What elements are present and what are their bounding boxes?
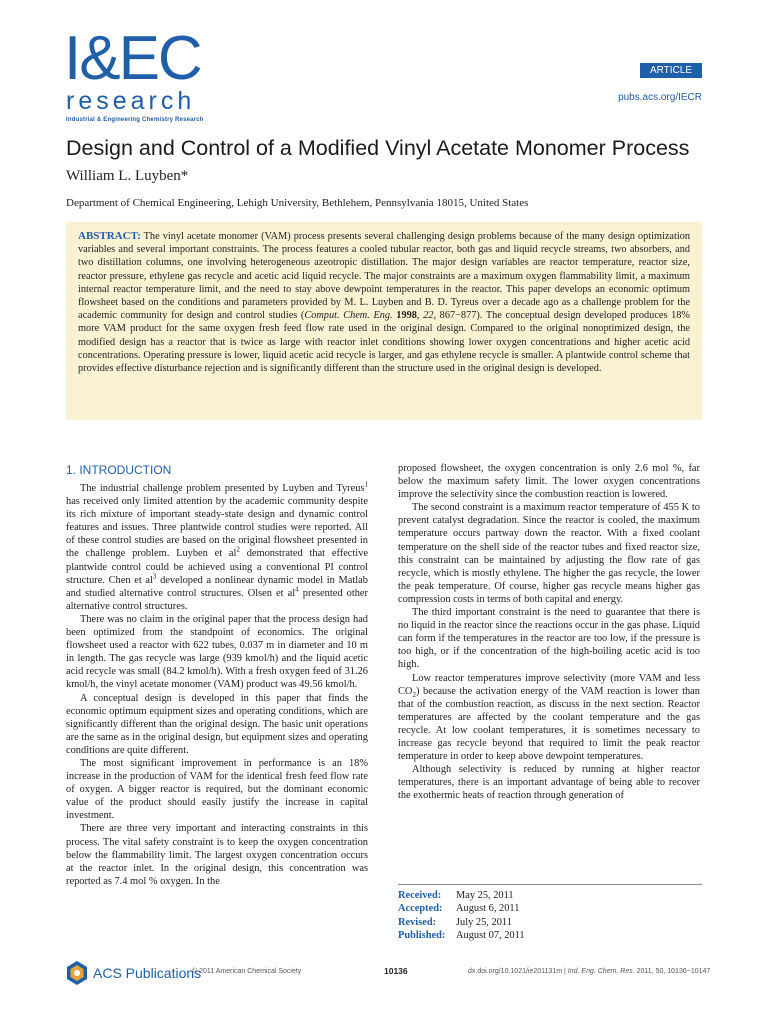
intro-p1-text-c: demonstrated that effective plantwide control could be achieved using a conventional PI control structure. Chen et al — [66, 548, 369, 586]
abstract-box — [66, 222, 702, 420]
intro-p8-text-a: Low reactor temperatures improve selectivity (more VAM and less CO — [398, 672, 700, 697]
abstract-body-1: The vinyl acetate monomer (VAM) process presents several challenging design problems because of the many design optimization variables and several important constraints. The process features a cooled tubular reactor, both gas and liquid recycle streams, two absorbers, and two distillation columns, one involving heterogeneous azeotropic distillation. The major design variables are reactor temperature, reactor size, reactor pressure, ethylene gas recycle and acetic acid liquid recycle. The major constraints are a maximum oxygen flammability limit, a maximum internal reactor temperature limit, and the need to stay above dewpoint temperatures in the reactor. This paper develops an economic optimum flowsheet based on the conditions and parameters provided by M. L. Luyben and B. D. Tyreus over a decade ago as a challenge problem for the academic community for design and control studies ( — [78, 231, 690, 322]
abstract-citation-year: 1998 — [396, 310, 417, 322]
co2-subscript: 2 — [412, 690, 416, 699]
doi-link[interactable]: dx.doi.org/10.1021/ie201131m — [468, 968, 563, 975]
author-affiliation: Department of Chemical Engineering, Lehigh University, Bethlehem, Pennsylvania 18015, United States — [66, 197, 529, 209]
doi-citation: dx.doi.org/10.1021/ie201131m | Ind. Eng. Chem. Res. 2011, 50, 10136−10147 — [468, 968, 711, 975]
history-row-accepted — [398, 902, 702, 915]
history-row-received — [398, 889, 702, 902]
reference-3-link[interactable]: 3 — [152, 572, 157, 581]
intro-paragraph-5: There are three very important and interacting constraints in this process. The vital safety constraint is to keep the oxygen concentration below the flammability limit. The largest oxygen concentration occurs at the reactor inlet. In the original design, this concentration was reported as 7.4 mol % oxygen. In the — [66, 823, 368, 887]
received-date: May 25, 2011 — [456, 890, 514, 901]
left-column — [66, 462, 368, 888]
intro-paragraph-4: The most significant improvement in performance is an 18% increase in the production of VAM for the identical fresh feed flow rate of oxygen. A bigger reactor is required, but the dominant economic value of the product should easily justify the increase in capital investment. — [66, 757, 368, 822]
section-heading-introduction: 1. INTRODUCTION — [66, 463, 172, 477]
journal-citation-details: 2011, 50, 10136−10147 — [634, 968, 711, 975]
abstract-citation-volume: 22 — [423, 310, 434, 322]
author-name[interactable]: William L. Luyben* — [66, 168, 189, 184]
intro-p1-text-d: developed a nonlinear dynamic model in Matlab and studied alternative control structures. Olsen et al — [66, 574, 368, 599]
accepted-date: August 6, 2011 — [456, 903, 520, 915]
journal-url-link[interactable]: pubs.acs.org/IECR — [618, 92, 702, 103]
abstract-citation-journal: Comput. Chem. Eng. — [304, 310, 393, 322]
intro-paragraph-2: There was no claim in the original paper that the process design had been optimized from the standpoint of economics. The original flowsheet used a reactor with 622 tubes, 0.037 m in diameter and 10 m in length. The gas recycle was large (939 kmol/h) and the liquid acetic acid recycle was small (84.2 kmol/h). With a fresh oxygen feed of 31.26 kmol/h, the vinyl acetate monomer (VAM) product was 49.56 kmol/h. — [66, 613, 368, 691]
intro-paragraph-3: A conceptual design is developed in this paper that finds the economic optimum equipment sizes and operating conditions, which are significantly different than the original design. The basic unit operations are the same as in the original design, but equipment sizes and operating conditions are quite different. — [66, 692, 368, 756]
publication-history — [398, 884, 702, 942]
abstract-text: ABSTRACT: The vinyl acetate monomer (VAM) process presents several challenging design problems because of the many design optimization variables and several important constraints. The process features a cooled tubular reactor, both gas and liquid recycle streams, two absorbers, and two distillation columns, one involving heterogeneous azeotropic distillation. The major design variables are reactor temperature, reactor size, reactor pressure, ethylene gas recycle and acetic acid liquid recycle. The major constraints are a maximum oxygen flammability limit, a maximum internal reactor temperature limit, and the need to stay above dewpoint temperatures in the reactor. This paper develops an economic optimum flowsheet based on the conditions and parameters provided by M. L. Luyben and B. D. Tyreus over a decade ago as a challenge problem for the academic community for design and control studies (Comput. Chem. Eng. 1998, 22, 867−877). The conceptual design developed produces 18% more VAM product for the same oxygen fresh feed flow rate used in the original design. Compared to the original nonoptimized design, the modified design has a reactor that is twice as large with reactor inlet conditions showing lower oxygen concentrations and higher acetic acid concentrations. Operating pressure is lower, liquid acetic acid recycle is larger, and gas ethylene recycle is smaller. A plantwide control scheme that provides effective disturbance rejection and is significantly different than the structure used in the original design is developed. — [78, 230, 691, 375]
abstract-label: ABSTRACT: — [78, 230, 141, 242]
accepted-label: Accepted: — [398, 903, 443, 915]
reference-1-link[interactable]: 1 — [364, 480, 368, 489]
journal-logo-subtitle: Industrial & Engineering Chemistry Research — [66, 117, 204, 123]
paper-title: Design and Control of a Modified Vinyl Acetate Monomer Process — [66, 136, 690, 160]
intro-p1-text-b: has received only limited attention by the academic community despite its rich mixture of important steady-state design and dynamic control features and issues. Three plantwide control studies were reported. All of these control studies are based on the original flowsheet presented in the challenge problem. Luyben et al — [66, 496, 368, 560]
abstract-body-2: ). The conceptual design developed produces 18% more VAM product for the same oxygen fresh feed flow rate used in the original design. Compared to the original nonoptimized design, the modified design has a reactor that is twice as large with reactor inlet conditions showing lower oxygen concentrations and higher acetic acid concentrations. Operating pressure is lower, liquid acetic acid recycle is larger, and gas ethylene recycle is smaller. A plantwide control scheme that provides effective disturbance rejection and is significantly different than the structure used in the original design is developed. — [78, 310, 691, 375]
revised-label: Revised: — [398, 916, 437, 928]
article-type-badge: ARTICLE — [640, 63, 702, 78]
history-row-revised — [398, 916, 702, 929]
page-number: 10136 — [384, 966, 408, 976]
journal-citation: Ind. Eng. Chem. Res. — [567, 968, 635, 975]
intro-p1-text-a: The industrial challenge problem presented by Luyben and Tyreus — [80, 483, 365, 494]
abstract-citation-pages: , 867−877 — [433, 310, 477, 322]
publisher-name: ACS Publications — [93, 965, 202, 981]
published-date: August 07, 2011 — [456, 929, 525, 941]
journal-logo: I&EC — [64, 24, 201, 93]
received-label: Received: — [398, 890, 442, 901]
intro-paragraph-7: The third important constraint is the need to guarantee that there is no liquid in the reactor since the reactions occur in the gas phase. Liquid can form if the temperatures in the reactor are too low, if the pressure is too high, or if the concentration of the high-boiling acetic acid is too high. — [398, 607, 700, 671]
journal-logo-research: research — [66, 87, 196, 115]
revised-date: July 25, 2011 — [456, 916, 512, 928]
intro-paragraph-6: The second constraint is a maximum reactor temperature of 455 K to prevent catalyst degradation. Since the reactor is cooled, the maximum temperature occurs partway down the reactor. With a fixed coolant temperature on the shell side of the reactor tubes and fixed reactor size, this constraint can be maintained by adjusting the flow rate of gas recycle, which is mostly ethylene. The higher the gas recycle, the lower the peak temperature. Of course, higher gas recycle means higher gas compression costs in terms of both capital and energy. — [398, 502, 700, 605]
publisher-logo[interactable] — [64, 960, 201, 986]
published-label: Published: — [398, 929, 446, 941]
intro-paragraph-5-continued: proposed flowsheet, the oxygen concentration is only 2.6 mol %, far below the maximum safety limit. The lower oxygen concentrations improve the selectivity since the combustion reaction is lowered. — [398, 463, 700, 501]
reference-4-link[interactable]: 4 — [295, 585, 299, 594]
intro-p1-text-e: presented other alternative control structures. — [66, 587, 368, 612]
intro-paragraph-8 — [398, 672, 700, 764]
copyright-notice: © 2011 American Chemical Society — [192, 968, 302, 975]
right-column — [398, 462, 700, 802]
intro-paragraph-1 — [66, 482, 368, 613]
intro-p8-text-b: ) because the activation energy of the VAM reaction is lower than that of the combustion reaction, as discuss in the next section. Reactor temperatures are affected by the coolant temperature and the gas recycle. At low coolant temperatures, it is sometimes necessary to increase gas recycle beyond that required to limit the peak reactor temperature in order to keep above dewpoint temperatures. — [398, 685, 700, 763]
intro-paragraph-9: Although selectivity is reduced by running at higher reactor temperatures, there is an important advantage of being able to recover the exothermic heats of reaction through generation of — [398, 764, 700, 802]
acs-hexagon-icon — [64, 960, 90, 986]
history-row-published — [398, 929, 702, 942]
reference-2-link[interactable]: 2 — [236, 546, 240, 554]
